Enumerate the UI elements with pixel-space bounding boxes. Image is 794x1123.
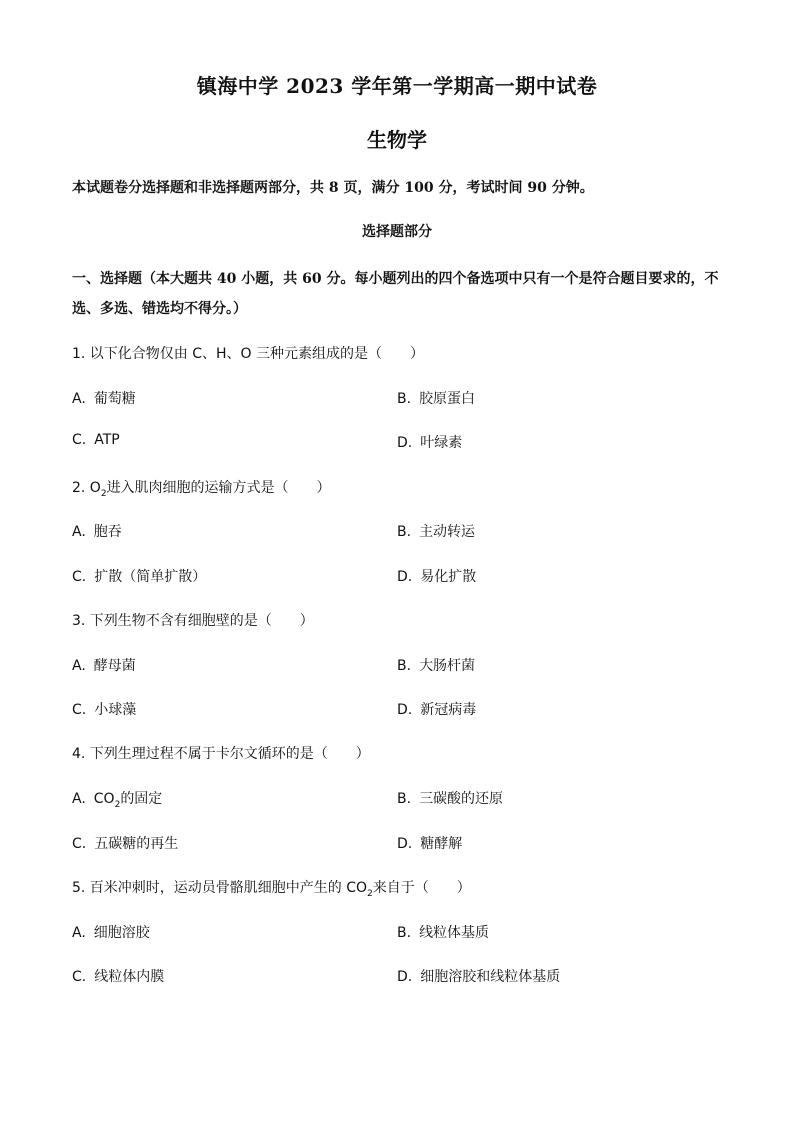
option-key: C. xyxy=(72,836,87,852)
option-text: 叶绿素 xyxy=(420,435,463,451)
question-5-option-b xyxy=(397,922,489,942)
question-4-option-d xyxy=(397,833,462,853)
question-3-option-c xyxy=(72,699,136,719)
option-key: B. xyxy=(397,925,412,941)
option-key: D. xyxy=(397,702,413,718)
subscript: 2 xyxy=(367,888,373,899)
option-key: D. xyxy=(397,569,413,585)
stem-text: 进入肌肉细胞的运输方式是（ ） xyxy=(106,480,331,496)
question-5-option-a xyxy=(72,922,150,942)
question-3-option-b xyxy=(397,655,475,675)
option-key: B. xyxy=(397,658,412,674)
option-text: 易化扩散 xyxy=(420,569,477,585)
option-text: 糖酵解 xyxy=(420,836,463,852)
question-1-option-b xyxy=(397,388,475,408)
question-3-option-a xyxy=(72,655,136,675)
question-1-option-d xyxy=(397,432,462,452)
subscript: 2 xyxy=(100,488,107,499)
question-5-option-d xyxy=(397,966,560,986)
question-1-stem: 1. 以下化合物仅由 C、H、O 三种元素组成的是（ ） xyxy=(72,346,425,362)
exam-instructions: 本试题卷分选择题和非选择题两部分，共 8 页，满分 100 分，考试时间 90 分钟。 xyxy=(72,180,594,196)
option-key: B. xyxy=(397,391,412,407)
question-1-option-c xyxy=(72,432,120,448)
option-text: CO xyxy=(93,791,115,807)
subscript: 2 xyxy=(114,799,121,810)
option-text: 细胞溶胶和线粒体基质 xyxy=(420,969,561,985)
option-text: 三碳酸的还原 xyxy=(419,791,504,807)
option-key: B. xyxy=(397,791,412,807)
option-text: 线粒体内膜 xyxy=(94,969,165,985)
option-key: A. xyxy=(72,791,86,807)
question-3-option-d xyxy=(397,699,476,719)
question-4-option-b xyxy=(397,788,503,808)
question-2-option-c xyxy=(72,566,206,586)
option-text: 新冠病毒 xyxy=(420,702,477,718)
question-2-option-a xyxy=(72,521,122,541)
question-2-option-b xyxy=(397,521,475,541)
question-5-stem xyxy=(72,877,471,899)
option-text: 线粒体基质 xyxy=(419,925,490,941)
question-4-option-a xyxy=(72,788,162,810)
question-2-option-d xyxy=(397,566,476,586)
question-1-option-a xyxy=(72,388,136,408)
option-text: 葡萄糖 xyxy=(93,391,136,407)
option-text: 胶原蛋白 xyxy=(419,391,476,407)
stem-text: 2. O xyxy=(72,480,101,496)
option-text: 五碳糖的再生 xyxy=(94,836,179,852)
option-text: 小球藻 xyxy=(94,702,137,718)
option-key: B. xyxy=(397,524,412,540)
option-text: 酵母菌 xyxy=(93,658,136,674)
exam-title: 镇海中学 2023 学年第一学期高一期中试卷 xyxy=(196,74,598,98)
option-text: 大肠杆菌 xyxy=(419,658,476,674)
option-key: C. xyxy=(72,702,87,718)
part-heading: 一、选择题（本大题共 40 小题，共 60 分。每小题列出的四个备选项中只有一个是符合题目要求的，不选、多选、错选均不得分。） xyxy=(72,271,719,317)
option-key: D. xyxy=(397,969,413,985)
option-text: 胞吞 xyxy=(93,524,122,540)
option-text: 细胞溶胶 xyxy=(93,925,150,941)
stem-text: 5. 百米冲刺时，运动员骨骼肌细胞中产生的 CO xyxy=(72,880,368,896)
stem-text: 来自于（ ） xyxy=(372,880,471,896)
option-key: A. xyxy=(72,391,86,407)
option-key: D. xyxy=(397,435,413,451)
option-text: 的固定 xyxy=(120,791,163,807)
question-5-option-c xyxy=(72,966,164,986)
question-4-stem: 4. 下列生理过程不属于卡尔文循环的是（ ） xyxy=(72,746,370,762)
section-title: 选择题部分 xyxy=(362,224,432,240)
option-key: C. xyxy=(72,569,87,585)
option-key: C. xyxy=(72,969,87,985)
option-text: 扩散（简单扩散） xyxy=(94,569,207,585)
option-key: A. xyxy=(72,658,86,674)
option-text: ATP xyxy=(94,432,120,448)
question-2-stem xyxy=(72,477,331,499)
option-text: 主动转运 xyxy=(419,524,476,540)
subject-title: 生物学 xyxy=(367,128,427,152)
question-3-stem: 3. 下列生物不含有细胞壁的是（ ） xyxy=(72,613,314,629)
option-key: A. xyxy=(72,925,86,941)
question-4-option-c xyxy=(72,833,178,853)
option-key: C. xyxy=(72,432,87,448)
option-key: D. xyxy=(397,836,413,852)
option-key: A. xyxy=(72,524,86,540)
